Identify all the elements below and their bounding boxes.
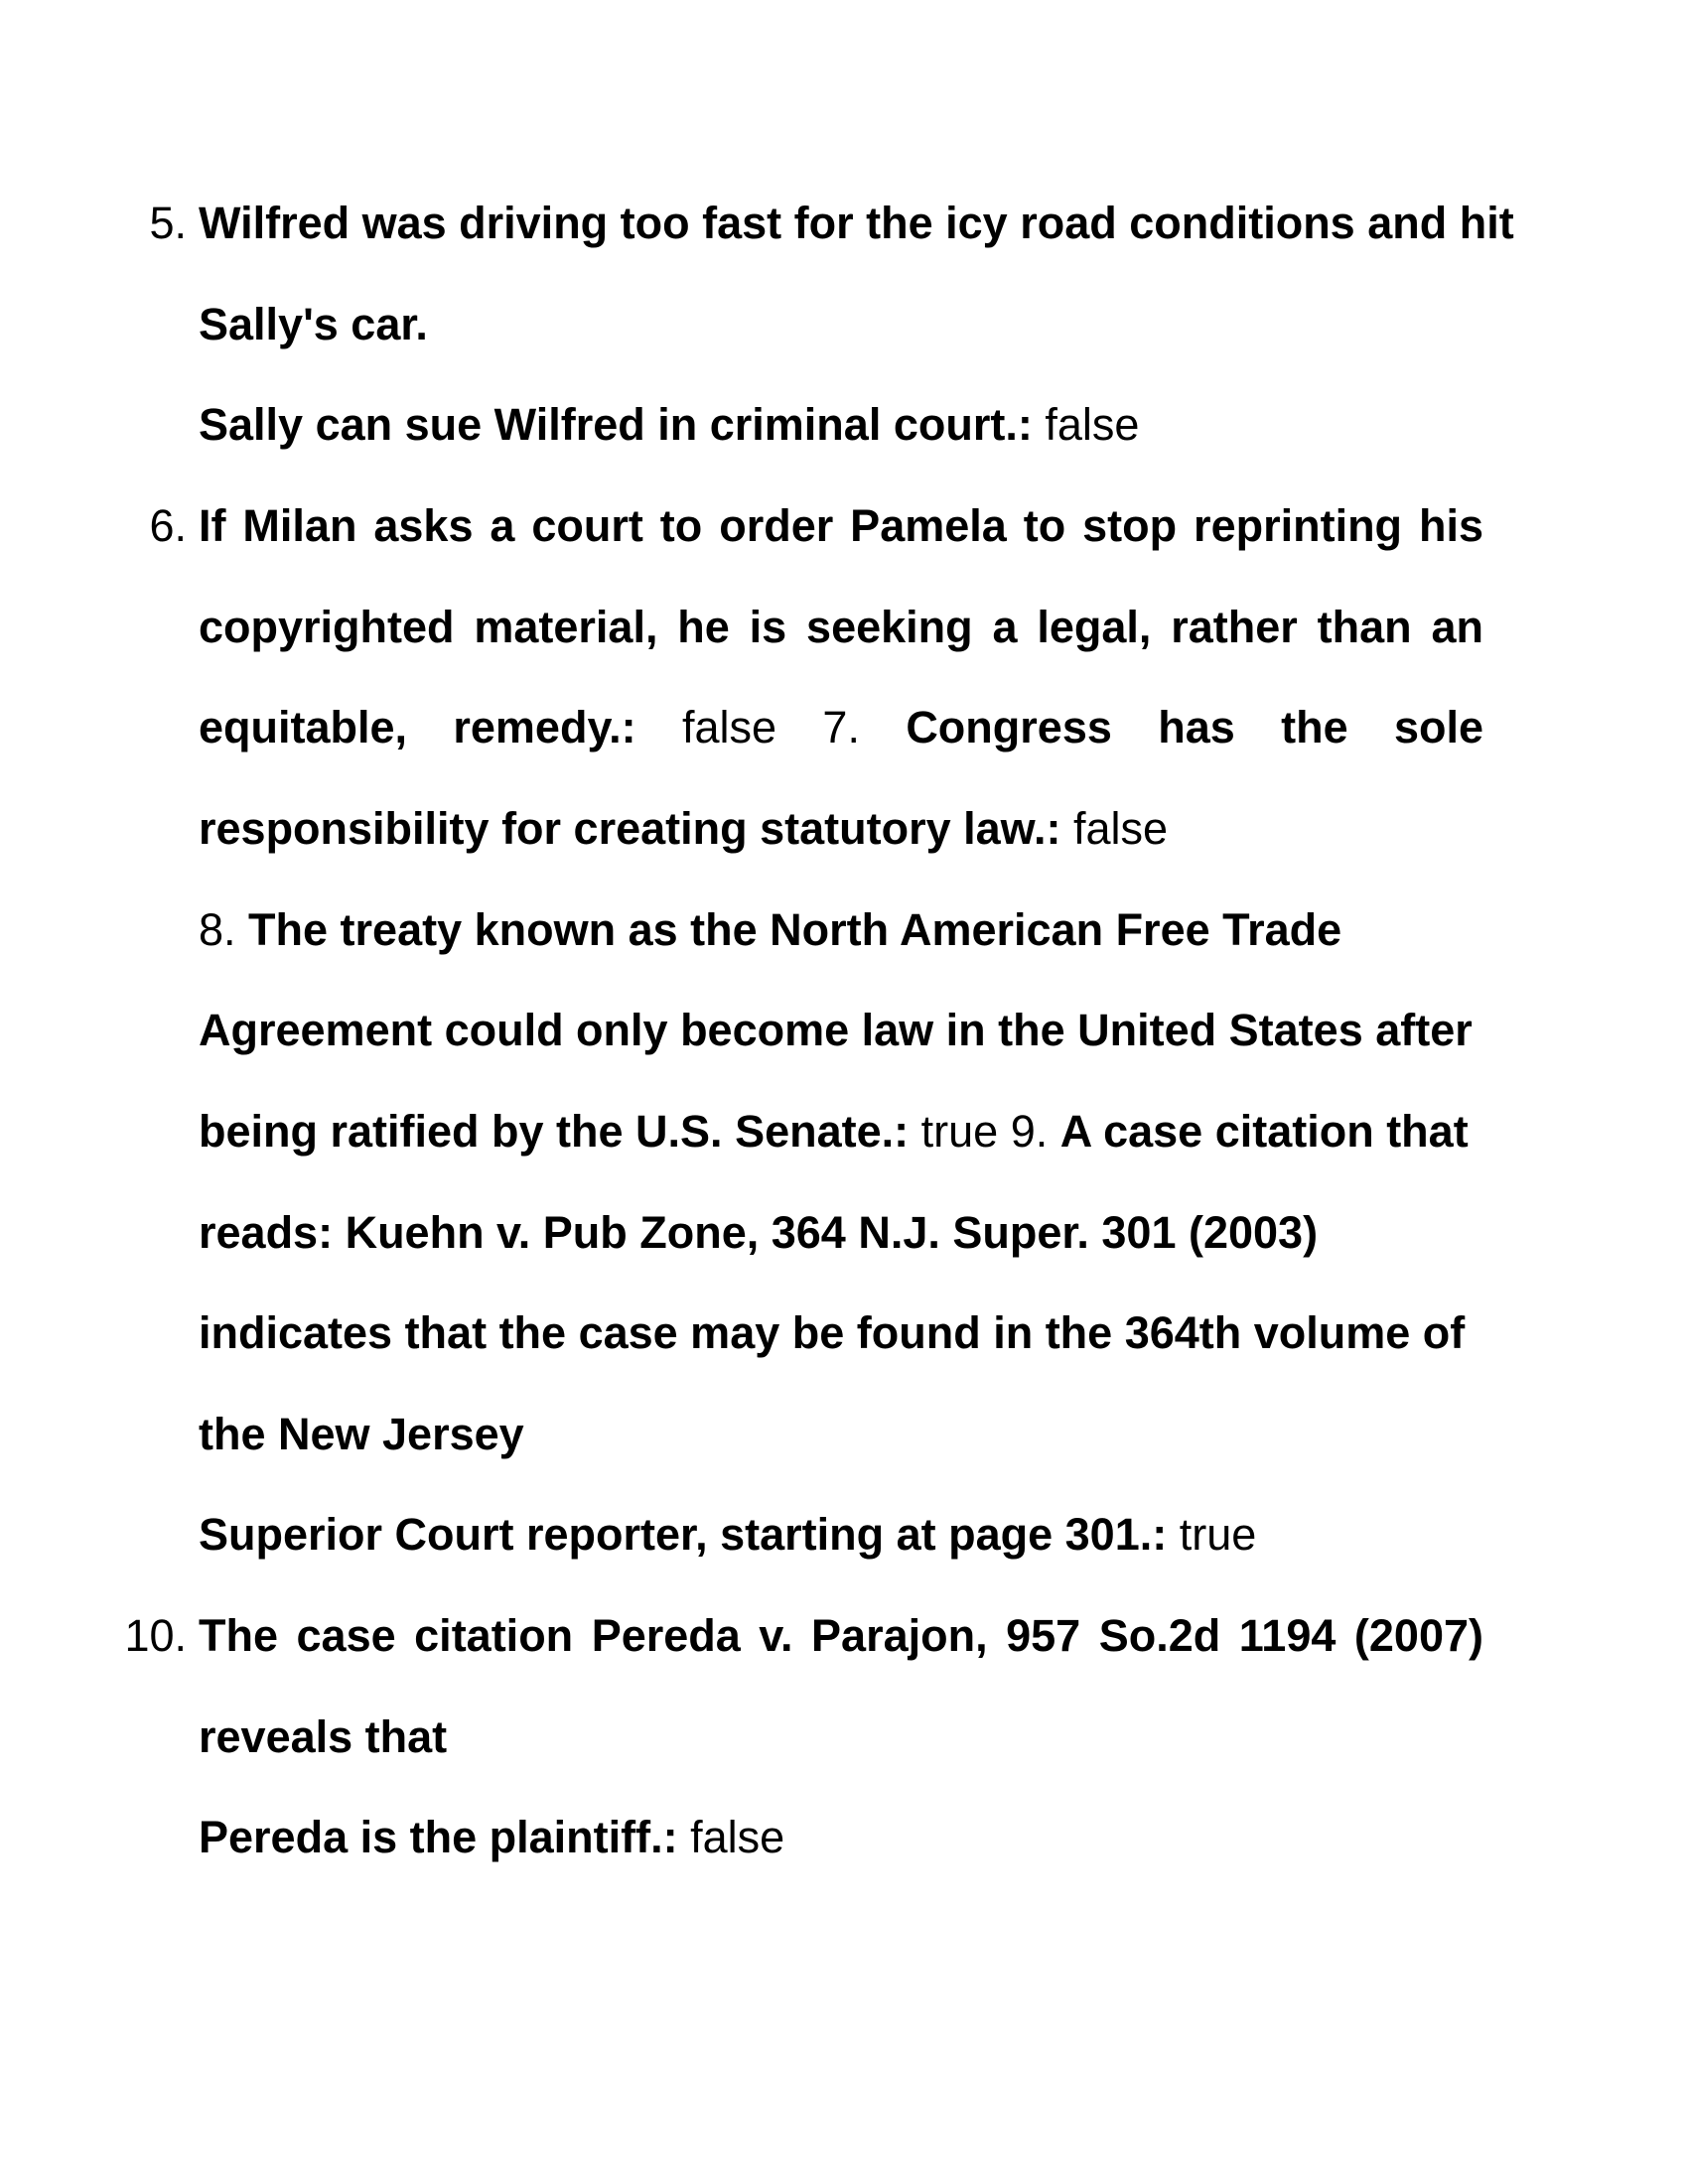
q9-text-3: indicates that the case may be found in the 364th volume of [199, 1307, 1466, 1358]
q5-text-2: Sally's car. [199, 299, 428, 349]
q8-line-2 [199, 1001, 1483, 1060]
q8-line-1 [199, 900, 1483, 960]
q7-text-2: responsibility for creating statutory law.: [199, 803, 1061, 854]
q7-text-1: Congress has the sole [906, 702, 1483, 752]
q9-number: 9. [1010, 1106, 1049, 1157]
q8-number: 8. [199, 904, 236, 955]
q5-line-2 [199, 295, 1483, 354]
q10-text-3: Pereda is the plaintiff.: [199, 1812, 678, 1862]
q5-line-3 [199, 395, 1483, 455]
q10-line-3 [199, 1808, 1483, 1867]
q6-line-2 [199, 598, 1483, 657]
q7-line-2 [199, 799, 1483, 859]
q10-text-1: The case citation Pereda v. Parajon, 957 So.2d 1194 (2007) [199, 1610, 1483, 1661]
q8-answer: true [920, 1106, 999, 1157]
q10-line-1 [199, 1606, 1483, 1666]
q9-text-2: reads: Kuehn v. Pub Zone, 364 N.J. Super. 301 (2003) [199, 1207, 1319, 1258]
q6-answer: false [682, 702, 777, 752]
q6-text-2: copyrighted material, he is seeking a legal, rather than an [199, 602, 1483, 652]
q10-text-2: reveals that [199, 1711, 448, 1762]
q9-line-3 [199, 1303, 1483, 1363]
q8-text-3: being ratified by the U.S. Senate.: [199, 1106, 910, 1157]
q5-text-1: Wilfred was driving too fast for the icy road conditions and hit [199, 198, 1514, 248]
q6-line-1 [199, 496, 1483, 556]
q9-text-1: A case citation that [1059, 1106, 1469, 1157]
q6-text-3: equitable, remedy.: [199, 702, 636, 752]
q5-answer: false [1045, 399, 1140, 450]
q7-number: 7. [822, 702, 860, 752]
q9-line-2 [199, 1203, 1483, 1263]
q10-number: 10. [124, 1610, 187, 1661]
q9-answer: true [1179, 1509, 1257, 1560]
q5-number: 5. [149, 198, 187, 248]
q8-line-3 [199, 1102, 1483, 1161]
q9-line-4 [199, 1405, 1483, 1464]
q9-text-4: the New Jersey [199, 1409, 524, 1459]
q6-line-3 [199, 698, 1483, 757]
q10-line-2 [199, 1707, 1483, 1767]
q7-answer: false [1073, 803, 1169, 854]
q5-text-3: Sally can sue Wilfred in criminal court.: [199, 399, 1033, 450]
q8-text-1: The treaty known as the North American Free Trade [248, 904, 1342, 955]
q5-line-1 [199, 194, 1514, 253]
q8-text-2: Agreement could only become law in the United States after [199, 1005, 1473, 1055]
q9-text-5: Superior Court reporter, starting at page 301.: [199, 1509, 1168, 1560]
q9-line-5 [199, 1505, 1483, 1565]
q10-answer: false [690, 1812, 785, 1862]
q6-text-1: If Milan asks a court to order Pamela to stop reprinting his [199, 500, 1483, 551]
q6-number: 6. [149, 500, 187, 551]
